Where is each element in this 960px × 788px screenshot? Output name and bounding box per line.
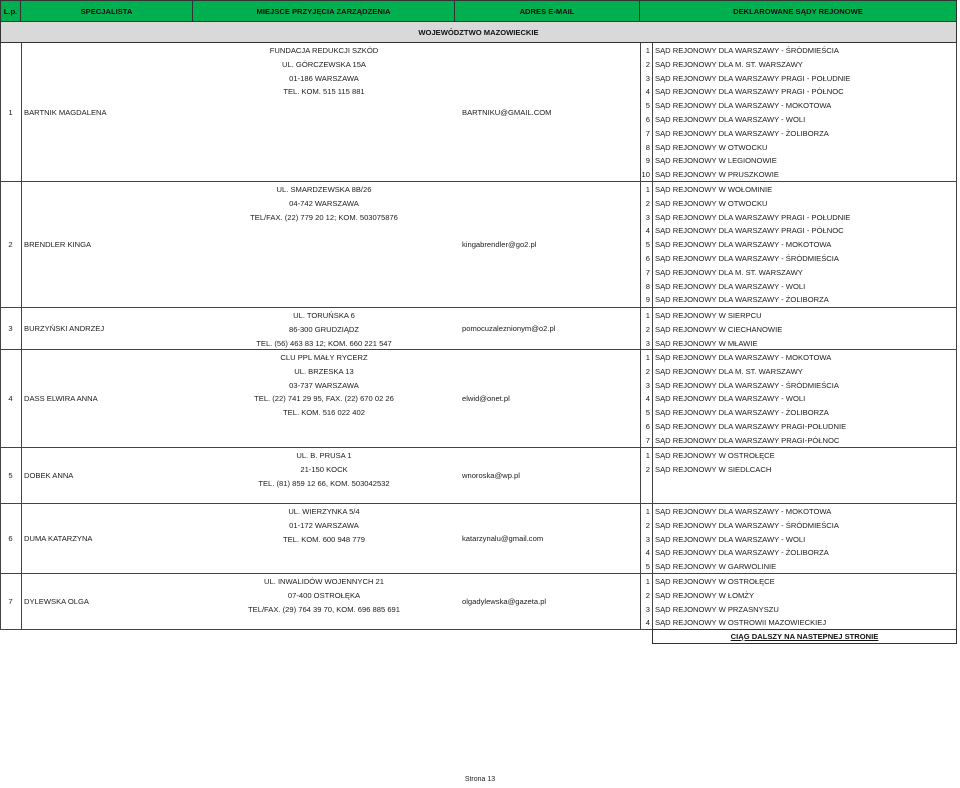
court-number: 9 (645, 295, 650, 305)
court-number: 9 (645, 156, 650, 166)
table-row (0, 182, 957, 308)
court-number: 6 (645, 114, 650, 124)
court-number: 2 (645, 198, 650, 208)
court-name: SĄD REJONOWY W OSTROŁĘCE (655, 577, 775, 586)
address-line: TEL. (56) 463 83 12; KOM. 660 221 547 (256, 338, 392, 348)
email-address: katarzynalu@gmail.com (462, 534, 544, 543)
table-row (0, 350, 957, 448)
court-number: 5 (645, 240, 650, 250)
court-item (640, 280, 957, 294)
court-list (640, 449, 957, 477)
court-number: 8 (645, 281, 650, 291)
row-number: 3 (8, 324, 13, 333)
court-list (640, 351, 957, 448)
address-line: UL. INWALIDÓW WOJENNYCH 21 (264, 577, 384, 586)
row-number: 4 (8, 394, 13, 403)
table-row (0, 574, 957, 630)
court-number: 1 (645, 577, 650, 586)
court-name: SĄD REJONOWY W OTWOCKU (655, 198, 768, 208)
court-item (640, 533, 957, 547)
court-number: 3 (645, 73, 650, 83)
address-line: 03-737 WARSZAWA (289, 380, 359, 390)
court-name: SĄD REJONOWY DLA M. ST. WARSZAWY (655, 366, 803, 376)
court-name: SĄD REJONOWY DLA WARSZAWY - ŚRÓDMIEŚCIA (655, 520, 839, 530)
court-name: SĄD REJONOWY DLA WARSZAWY - ŻOLIBORZA (655, 548, 829, 558)
court-number: 2 (645, 464, 650, 474)
address-line: UL. TORUŃSKA 6 (293, 311, 355, 320)
address-block (193, 44, 455, 99)
court-name: SĄD REJONOWY DLA WARSZAWY - MOKOTOWA (655, 353, 832, 362)
court-item (640, 197, 957, 211)
email-address: pomocuzaleznionym@o2.pl (462, 324, 556, 333)
court-item (640, 168, 957, 182)
court-item (640, 113, 957, 127)
address-block (193, 575, 455, 616)
specialist-name: BRENDLER KINGA (24, 240, 92, 249)
court-item (640, 44, 957, 58)
court-number: 7 (645, 267, 650, 277)
court-number: 4 (645, 394, 650, 404)
court-list (640, 505, 957, 574)
court-item (640, 505, 957, 519)
court-number: 1 (645, 507, 650, 516)
court-item (640, 293, 957, 307)
header-lp: L.p. (1, 1, 21, 21)
court-number: 4 (645, 618, 650, 628)
address-block (193, 183, 455, 224)
court-name: SĄD REJONOWY W MŁAWIE (655, 338, 758, 348)
page-number: Strona 13 (464, 776, 496, 783)
address-line: UL. GÓRCZEWSKA 15A (282, 59, 366, 69)
court-name: SĄD REJONOWY W SIEDLCACH (655, 464, 772, 474)
court-item (640, 379, 957, 393)
court-name: SĄD REJONOWY W PRZASNYSZU (655, 604, 779, 614)
address-line: TEL/FAX. (22) 779 20 12; KOM. 503075876 (250, 212, 398, 222)
table-row (0, 448, 957, 504)
header-place: MIEJSCE PRZYJĘCIA ZARZĄDZENIA (193, 1, 455, 21)
court-item (640, 58, 957, 72)
court-item (640, 72, 957, 86)
court-number: 2 (645, 590, 650, 600)
court-number: 8 (645, 142, 650, 152)
table-row (0, 504, 957, 574)
header-courts: DEKLAROWANE SĄDY REJONOWE (733, 6, 863, 16)
court-item (640, 463, 957, 477)
table-header (0, 0, 957, 22)
address-block (193, 351, 455, 420)
court-number: 1 (645, 451, 650, 460)
address-line: 01-172 WARSZAWA (289, 520, 359, 530)
address-line: 86-300 GRUDZIĄDZ (288, 324, 360, 334)
court-number: 4 (645, 226, 650, 236)
court-list (640, 183, 957, 307)
address-line: TEL. KOM. 600 948 779 (283, 534, 365, 544)
court-number: 3 (645, 212, 650, 222)
court-name: SĄD REJONOWY DLA WARSZAWY - WOLI (655, 281, 806, 291)
court-item (640, 154, 957, 168)
court-name: SĄD REJONOWY DLA WARSZAWY PRAGI - PÓŁNOC (655, 87, 844, 97)
court-number: 2 (645, 520, 650, 530)
email-address: elwid@onet.pl (462, 394, 510, 403)
court-name: SĄD REJONOWY W CIECHANOWIE (655, 324, 783, 334)
specialist-name: DUMA KATARZYNA (24, 534, 93, 543)
address-line: TEL. KOM. 516 022 402 (283, 408, 365, 418)
court-number: 1 (645, 185, 650, 194)
court-name: SĄD REJONOWY DLA WARSZAWY PRAGI-POŁUDNIE (655, 421, 847, 431)
court-item (640, 420, 957, 434)
court-name: SĄD REJONOWY DLA WARSZAWY - WOLI (655, 534, 806, 544)
court-item (640, 99, 957, 113)
court-number: 6 (645, 421, 650, 431)
court-name: SĄD REJONOWY DLA WARSZAWY - ŻOLIBORZA (655, 128, 829, 138)
address-block (193, 309, 455, 350)
court-name: SĄD REJONOWY DLA WARSZAWY - WOLI (655, 114, 806, 124)
court-number: 1 (645, 311, 650, 320)
address-line: TEL. (81) 859 12 66, KOM. 503042532 (258, 478, 390, 488)
court-number: 5 (645, 101, 650, 111)
address-line: UL. WIERZYNKA 5/4 (288, 507, 360, 516)
court-name: SĄD REJONOWY DLA WARSZAWY - ŚRÓDMIEŚCIA (655, 253, 839, 263)
address-line: UL. B. PRUSA 1 (296, 451, 352, 460)
court-item (640, 560, 957, 574)
address-line: 04-742 WARSZAWA (289, 198, 359, 208)
court-name: SĄD REJONOWY DLA WARSZAWY - ŚRÓDMIEŚCIA (655, 46, 839, 55)
table-row (0, 308, 957, 350)
court-item (640, 434, 957, 448)
email-address: olgadylewska@gazeta.pl (462, 597, 547, 606)
specialist-name: BURZYŃSKI ANDRZEJ (24, 324, 105, 333)
court-name: SĄD REJONOWY DLA WARSZAWY - WOLI (655, 394, 806, 404)
court-name: SĄD REJONOWY W SIERPCU (655, 311, 762, 320)
court-item (640, 575, 957, 589)
header-email: ADRES E-MAIL (455, 1, 640, 21)
court-number: 4 (645, 548, 650, 558)
court-item (640, 224, 957, 238)
header-specialist: SPECJALISTA (21, 1, 193, 21)
court-number: 4 (645, 87, 650, 97)
court-name: SĄD REJONOWY DLA WARSZAWY PRAGI - POŁUDNIE (655, 73, 851, 83)
court-item (640, 406, 957, 420)
court-item (640, 266, 957, 280)
court-number: 3 (645, 338, 650, 348)
court-name: SĄD REJONOWY W PRUSZKOWIE (655, 170, 779, 180)
row-number: 5 (8, 471, 13, 480)
court-item (640, 519, 957, 533)
court-name: SĄD REJONOWY DLA WARSZAWY - ŻOLIBORZA (655, 295, 829, 305)
specialist-name: DASS ELWIRA ANNA (24, 394, 98, 403)
court-number: 3 (645, 604, 650, 614)
court-number: 6 (645, 253, 650, 263)
table-body (0, 43, 957, 630)
email-address: BARTNIKU@GMAIL.COM (462, 107, 552, 117)
specialist-name: DOBEK ANNA (24, 471, 74, 480)
court-number: 3 (645, 380, 650, 390)
court-name: SĄD REJONOWY DLA WARSZAWY PRAGI - PÓŁNOC (655, 226, 844, 236)
address-line: 21-150 KOCK (300, 464, 348, 474)
court-name: SĄD REJONOWY W OSTROŁĘCE (655, 451, 775, 460)
court-list (640, 309, 957, 350)
court-name: SĄD REJONOWY W ŁOMŻY (655, 590, 755, 600)
court-item (640, 141, 957, 155)
row-number: 6 (8, 534, 13, 543)
address-line: TEL. (22) 741 29 95, FAX. (22) 670 02 26 (254, 394, 394, 404)
court-list (640, 44, 957, 182)
court-item (640, 85, 957, 99)
address-line: UL. SMARDZEWSKA 8B/26 (276, 185, 372, 194)
court-item (640, 365, 957, 379)
court-item (640, 323, 957, 337)
court-number: 1 (645, 353, 650, 362)
court-name: SĄD REJONOWY DLA WARSZAWY - ŻOLIBORZA (655, 408, 829, 418)
court-item (640, 589, 957, 603)
court-name: SĄD REJONOWY DLA WARSZAWY - MOKOTOWA (655, 507, 832, 516)
court-item (640, 337, 957, 351)
table-row (0, 43, 957, 182)
court-item (640, 183, 957, 197)
court-item (640, 546, 957, 560)
court-name: SĄD REJONOWY DLA WARSZAWY PRAGI-PÓŁNOC (655, 435, 840, 445)
court-item (640, 351, 957, 365)
court-item (640, 392, 957, 406)
court-name: SĄD REJONOWY DLA WARSZAWY PRAGI - POŁUDNIE (655, 212, 851, 222)
address-line: 01-186 WARSZAWA (289, 73, 359, 83)
court-name: SĄD REJONOWY DLA M. ST. WARSZAWY (655, 59, 803, 69)
court-item (640, 127, 957, 141)
region-title: WOJEWÓDZTWO MAZOWIECKIE (0, 22, 957, 43)
address-line: 07-400 OSTROŁĘKA (287, 590, 361, 600)
court-number: 7 (645, 435, 650, 445)
specialist-name: DYLEWSKA OLGA (24, 597, 89, 606)
court-item (640, 238, 957, 252)
address-block (193, 505, 455, 546)
court-number: 3 (645, 534, 650, 544)
court-name: SĄD REJONOWY W LEGIONOWIE (655, 156, 777, 166)
address-line: CLU PPL MAŁY RYCERZ (280, 353, 368, 362)
court-name: SĄD REJONOWY DLA WARSZAWY - MOKOTOWA (655, 101, 832, 111)
court-number: 7 (645, 128, 650, 138)
court-number: 10 (641, 170, 650, 180)
court-number: 5 (645, 562, 650, 572)
court-item (640, 252, 957, 266)
court-name: SĄD REJONOWY DLA M. ST. WARSZAWY (655, 267, 803, 277)
court-number: 5 (645, 408, 650, 418)
continuation-note: CIĄG DALSZY NA NASTEPNEJ STRONIE (652, 629, 957, 644)
row-number: 2 (8, 240, 13, 249)
court-item (640, 603, 957, 617)
address-line: TEL. KOM. 515 115 881 (283, 87, 365, 97)
court-item (640, 449, 957, 463)
court-number: 1 (645, 46, 650, 55)
court-name: SĄD REJONOWY DLA WARSZAWY - MOKOTOWA (655, 240, 832, 250)
court-name: SĄD REJONOWY DLA WARSZAWY - ŚRÓDMIEŚCIA (655, 380, 839, 390)
court-number: 2 (645, 366, 650, 376)
court-number: 2 (645, 59, 650, 69)
court-name: SĄD REJONOWY W GARWOLINIE (655, 562, 777, 572)
court-list (640, 575, 957, 630)
row-number: 7 (8, 597, 13, 606)
email-address: wnoroska@wp.pl (462, 471, 520, 480)
court-name: SĄD REJONOWY W WOŁOMINIE (655, 185, 773, 194)
address-block (193, 449, 455, 490)
specialist-name: BARTNIK MAGDALENA (24, 107, 107, 117)
court-item (640, 211, 957, 225)
court-item (640, 309, 957, 323)
row-number: 1 (8, 107, 13, 117)
court-name: SĄD REJONOWY W OSTROWII MAZOWIECKIEJ (655, 618, 827, 628)
address-line: UL. BRZESKA 13 (294, 366, 354, 376)
address-line: TEL/FAX. (29) 764 39 70, KOM. 696 885 691 (248, 604, 400, 614)
address-line: FUNDACJA REDUKCJI SZKÓD (269, 46, 379, 55)
court-name: SĄD REJONOWY W OTWOCKU (655, 142, 768, 152)
court-number: 2 (645, 324, 650, 334)
email-address: kingabrendler@go2.pl (462, 240, 537, 249)
